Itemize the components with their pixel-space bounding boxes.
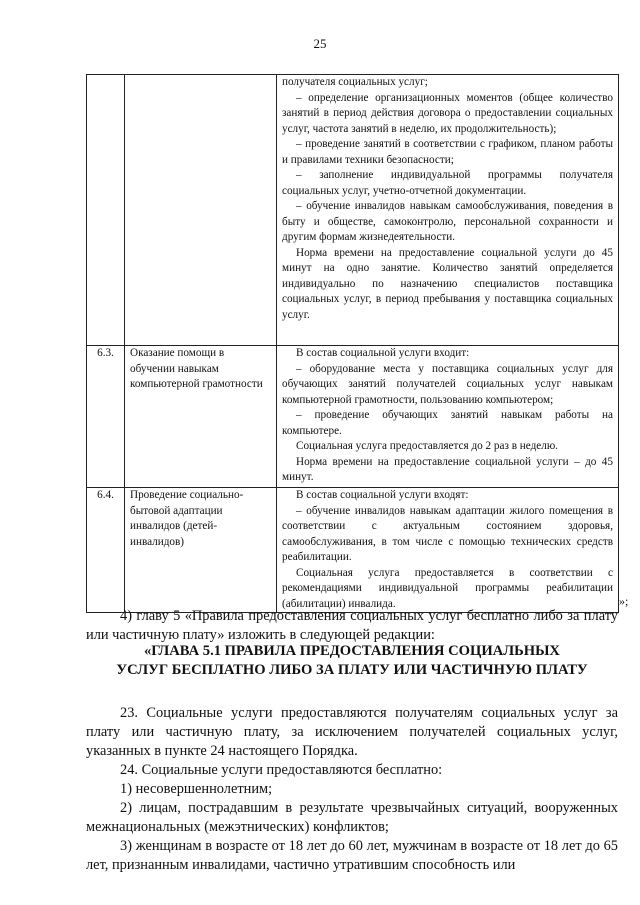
row-number: 6.4. — [87, 488, 125, 613]
description-lines — [282, 488, 613, 612]
description-line: – обучение инвалидов навыкам адаптации жилого помещения в соответствии с актуальным состоянием здоровья, самообслуживания, в том числе с помощью технических средств реабилитации. — [282, 504, 613, 563]
row-number — [87, 75, 125, 346]
paragraph-24: 24. Социальные услуги предоставляются бесплатно: — [120, 762, 443, 778]
paragraph-23: 23. Социальные услуги предоставляются получателям социальных услуг за плату или частичную плату, за исключением получателей социальных услуг, указанных в пункте 24 настоящего Порядка. — [86, 705, 618, 759]
service-description — [277, 488, 619, 613]
description-line: – обучение инвалидов навыкам самообслуживания, поведения в быту и обществе, самоконтролю, персональной сохранности и другим формам жизнедеятельности. — [282, 200, 613, 243]
description-line: – проведение обучающих занятий навыкам работы на компьютере. — [282, 409, 613, 437]
chapter-heading-line-1: «ГЛАВА 5.1 ПРАВИЛА ПРЕДОСТАВЛЕНИЯ СОЦИАЛЬНЫХ — [144, 643, 560, 659]
service-description — [277, 75, 619, 346]
chapter-heading — [86, 642, 618, 680]
description-line: Норма времени на предоставление социальной услуги до 45 минут на одно занятие. Количество занятий определяется индивидуально по назначению специалистов поставщика социальных услуг, в период пребывания у поставщика социальных услуг. — [282, 246, 613, 321]
chapter-body — [86, 704, 618, 875]
service-description — [277, 346, 619, 488]
amendment-intro-block — [86, 607, 618, 645]
list-item: 1) несовершеннолетним; — [120, 781, 273, 797]
description-line: – оборудование места у поставщика социальных услуг для обучающих занятий получателей социальных услуг навыкам компьютерной грамотности, пользованию компьютером; — [282, 362, 613, 406]
list-item: 2) лицам, пострадавшим в результате чрезвычайных ситуаций, вооруженных межнациональных (межэтнических) конфликтов; — [86, 800, 618, 835]
description-line: – проведение занятий в соответствии с графиком, планом работы и правилами техники безопасности; — [282, 138, 613, 166]
description-lines — [282, 75, 613, 323]
chapter-heading-line-2: УСЛУГ БЕСПЛАТНО ЛИБО ЗА ПЛАТУ ИЛИ ЧАСТИЧНУЮ ПЛАТУ — [116, 662, 588, 678]
amendment-intro: 4) главу 5 «Правила предоставления социальных услуг бесплатно либо за плату или частичную плату» изложить в следующей редакции: — [86, 608, 618, 643]
closing-quote: »; — [619, 594, 629, 608]
service-name: Проведение социально-бытовой адаптации инвалидов (детей-инвалидов) — [125, 488, 277, 613]
table-row — [87, 346, 619, 488]
description-line: Норма времени на предоставление социальной услуги – до 45 минут. — [282, 455, 613, 483]
description-line: В состав социальной услуги входят: — [296, 489, 469, 501]
services-table — [86, 74, 619, 613]
table-row — [87, 488, 619, 613]
row-number: 6.3. — [87, 346, 125, 488]
description-line: Социальная услуга предоставляется в соответствии с рекомендациями индивидуальной программы реабилитации (абилитации) инвалида. — [282, 566, 613, 610]
description-line: Социальная услуга предоставляется до 2 раз в неделю. — [296, 440, 558, 452]
description-lines — [282, 346, 613, 486]
table-row — [87, 75, 619, 346]
service-name: Оказание помощи в обучении навыкам компьютерной грамотности — [125, 346, 277, 488]
description-line: В состав социальной услуги входит: — [296, 347, 470, 359]
page-number: 25 — [313, 36, 327, 51]
description-line: – заполнение индивидуальной программы получателя социальных услуг, учетно-отчетной документации. — [282, 169, 613, 197]
description-line: – определение организационных моментов (общее количество занятий в период действия договора о предоставлении социальных услуг, частота занятий в неделю, их продолжительность); — [282, 91, 613, 135]
description-line: получателя социальных услуг; — [282, 76, 428, 88]
list-item: 3) женщинам в возрасте от 18 лет до 60 лет, мужчинам в возрасте от 18 лет до 65 лет, признанным инвалидами, частично утратившим способность или — [86, 838, 618, 873]
service-name — [125, 75, 277, 346]
